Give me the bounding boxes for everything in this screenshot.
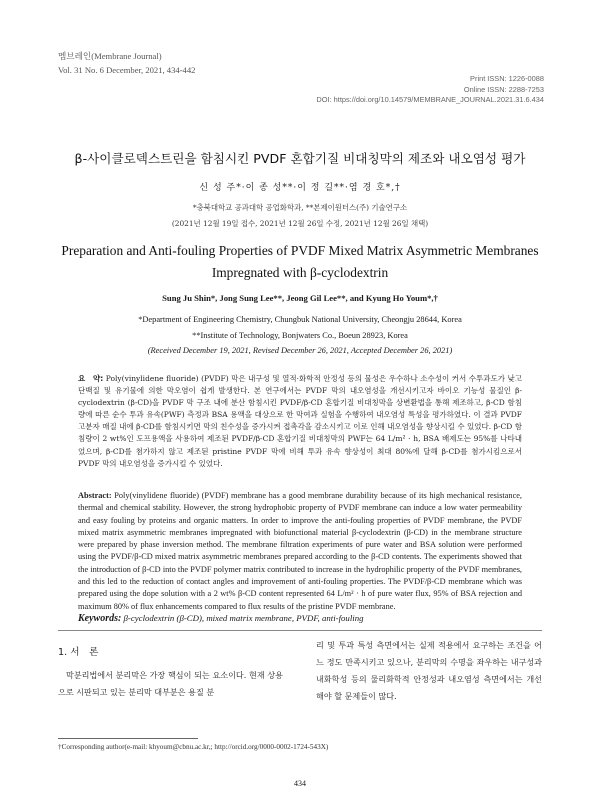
english-abstract-text: Poly(vinylidene fluoride) (PVDF) membrane has a good membrane durability because of its high mechanical resistance, thermal and chemical stability. However, the strong hydrophobic property of PVDF membrane can induce a low water permeability and easy fouling by proteins and organic matters. In order to improve the anti-fouling properties of PVDF membrane, the PVDF mixed matrix asymmetric membranes impregnated with biofunctional material β-cyclodextrin (β-CD) in the membrane structure were prepared by phase inversion method. The membrane filtration experiments of pure water and BSA solution were performed using the PVDF/β-CD mixed matrix asymmetric membranes prepared according to the β-CD contents. The experiments showed that the introduction of β-CD into the PVDF polymer matrix contributed to increase in the hydrophilic property of the PVDF membranes, and this led to the reduction of contact angles and improvement of anti-fouling properties. The PVDF/β-CD membrane which was prepared using the dope solution with a 2 wt% β-CD content represented 64 L/m² · h of pure water flux, 95% of BSA rejection and maximum 80% of flux enhancements compared to flux results of the pristine PVDF membrane.	[78, 491, 523, 611]
body-right-column: 리 및 투과 특성 측면에서는 실제 적용에서 요구하는 조건을 어느 정도 만족시키고 있으나, 분리막의 수명을 좌우하는 내구성과 내화학성 등의 물리화학적 안정성과 내오염성 측면에서는 개선해야 할 문제들이 많다.	[316, 640, 542, 701]
korean-dates: (2021년 12월 19일 접수, 2021년 12월 26일 수정, 2021년 12월 26일 채택)	[171, 219, 429, 228]
doi-link[interactable]: DOI: https://doi.org/10.14579/MEMBRANE_JOURNAL.2021.31.6.434	[316, 95, 544, 104]
keywords-text: β-cyclodextrin (β-CD), mixed matrix membrane, PVDF, anti-fouling	[123, 613, 364, 623]
korean-authors: 신 성 주*·이 종 성**·이 정 길**·염 경 호*,†	[199, 183, 401, 193]
journal-header	[58, 49, 195, 77]
english-title-line1: Preparation and Anti-fouling Properties of PVDF Mixed Matrix Asymmetric Membranes	[61, 243, 539, 258]
english-abstract-label: Abstract:	[78, 491, 112, 500]
korean-abstract-text: Poly(vinylidene fluoride) (PVDF) 막은 내구성 및 열적·화학적 안정성 등의 물성은 우수하나 소수성이 커서 수투과도가 낮고 단백질 및 유기물에 의한 막오염이 쉽게 발생한다. 본 연구에서는 PVDF 막의 내오염성을 개선시키고자 바이오 기능성 물질인 β-cyclodextrin (β-CD)을 PVDF 막 구조 내에 분산 함침시킨 PVDF/β-CD 혼합기질 비대칭막을 상변환법을 통해 제조하고, β-CD 함침량에 따른 순수 투과 유속(PWF) 측정과 BSA 용액을 대상으로 한 막여과 실험을 수행하여 내오염성 특성을 평가하였다. 이 결과 PVDF 고분자 매질 내에 β-CD를 함침시키면 막의 친수성을 증가시켜 접촉각을 감소시키고 이로 인해 내오염성을 향상시킬 수 있었다. β-CD 함침량이 2 wt%인 도프용액을 사용하여 제조된 PVDF/β-CD 혼합기질 비대칭막의 PWF는 64 L/m² · h, BSA 배제도는 95%를 나타내었으며, β-CD를 첨가하지 않고 제조된 pristine PVDF 막에 비해 투과 유속 향상성이 최대 80%에 달해 β-CD를 첨가시킴으로서 PVDF 막의 내오염성을 증가시킬 수 있었다.	[78, 374, 522, 468]
online-issn: Online ISSN: 2288-7253	[463, 84, 544, 94]
issn-block	[316, 74, 544, 106]
page-number: 434	[294, 779, 306, 788]
corresponding-author-footnote: †Corresponding author(e-mail: khyoum@cbnu.ac.kr,; http://orcid.org/0000-0002-1724-543X)	[58, 743, 329, 751]
english-affiliation-2: **Institute of Technology, Bonjwaters Co., Boeun 28923, Korea	[192, 331, 408, 340]
section-heading: 1. 서 론	[58, 647, 99, 658]
korean-affiliation: *충북대학교 공과대학 공업화학과, **본제이원터스(주) 기술연구소	[192, 203, 408, 212]
body-left-column: 막분리법에서 분리막은 가장 핵심이 되는 요소이다. 현재 상용으로 시판되고 있는 분리막 대부분은 용질 분	[58, 670, 283, 697]
korean-title: β-사이클로덱스트린을 함침시킨 PVDF 혼합기질 비대칭막의 제조와 내오염성 평가	[74, 151, 526, 166]
english-abstract	[78, 490, 522, 613]
keywords	[78, 613, 522, 624]
korean-abstract	[78, 373, 522, 470]
volume-line: Vol. 31 No. 6 December, 2021, 434-442	[58, 65, 196, 75]
english-title-line2: Impregnated with β-cyclodextrin	[211, 265, 389, 280]
journal-name: 멤브레인(Membrane Journal)	[58, 51, 162, 61]
korean-abstract-label: 요 약:	[78, 374, 104, 383]
print-issn: Print ISSN: 1226-0088	[470, 74, 544, 83]
footnote-rule	[58, 738, 198, 739]
english-affiliation-1: *Department of Engineering Chemistry, Chungbuk National University, Cheongju 28644, Korea	[138, 315, 462, 324]
section-divider	[58, 630, 542, 631]
english-dates: (Received December 19, 2021, Revised December 26, 2021, Accepted December 26, 2021)	[147, 346, 453, 355]
english-title	[40, 240, 560, 284]
keywords-label: Keywords:	[78, 613, 122, 624]
english-authors: Sung Ju Shin*, Jong Sung Lee**, Jeong Gil Lee**, and Kyung Ho Youm*,†	[162, 293, 438, 303]
